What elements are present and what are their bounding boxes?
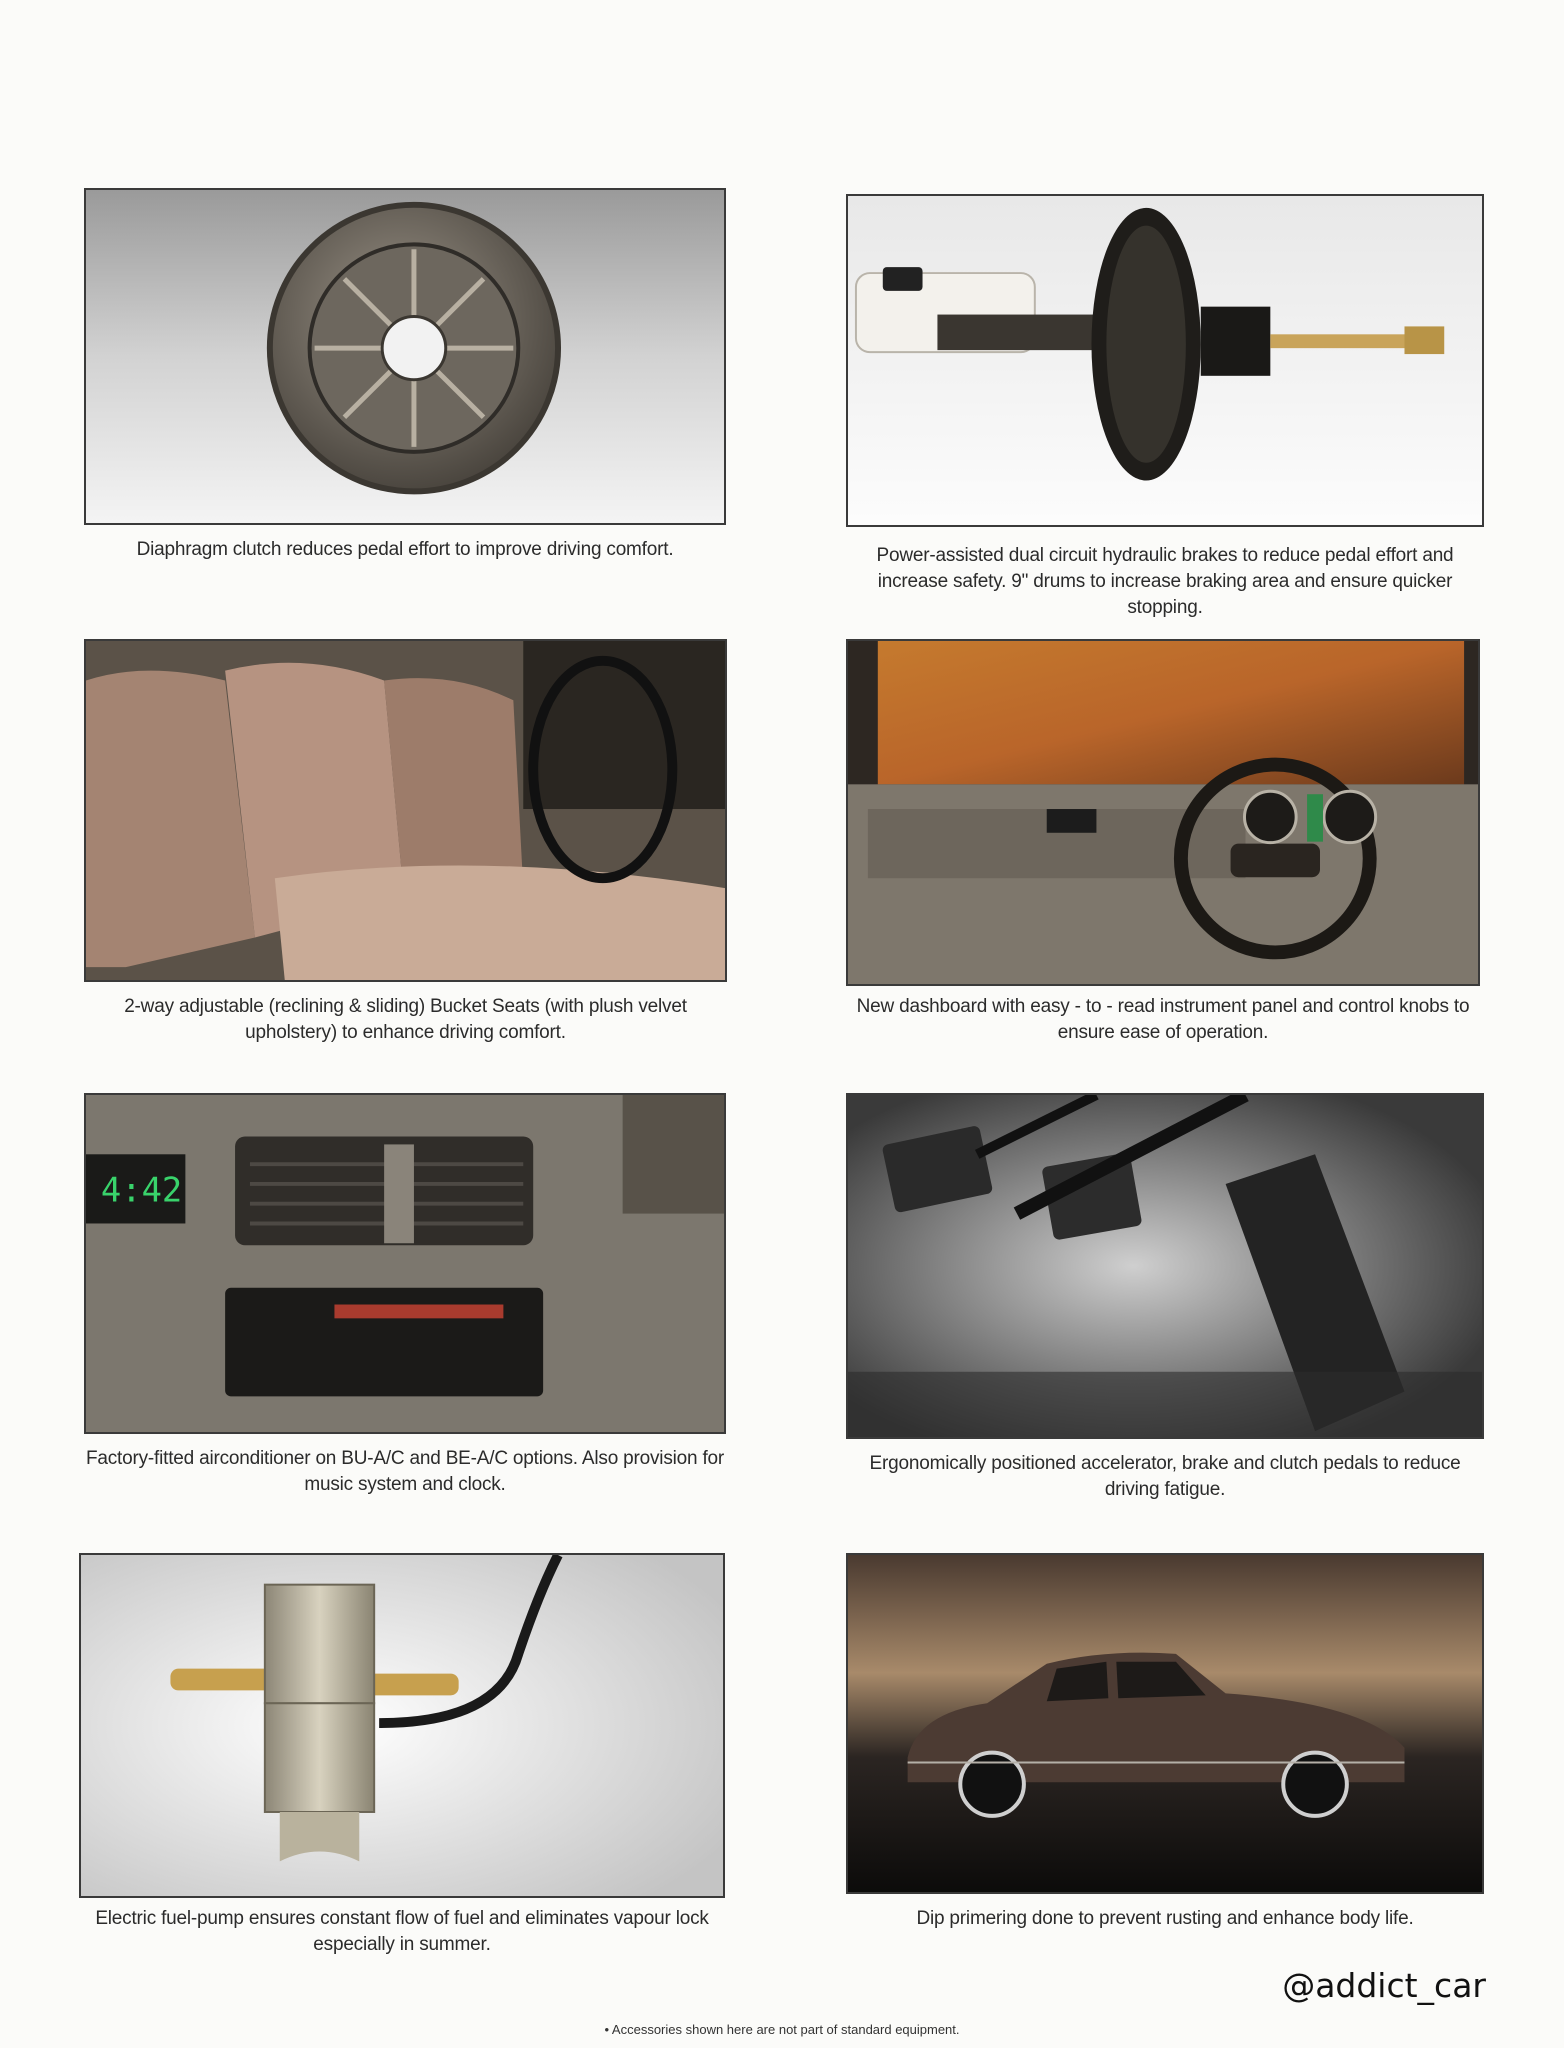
photo-airconditioner [84,1093,726,1434]
photo-car [846,1553,1484,1894]
photo-diaphragm-clutch [84,188,726,525]
caption-clutch: Diaphragm clutch reduces pedal effort to improve driving comfort. [136,539,674,560]
photo-bucket-seats [84,639,727,982]
caption-fuelpump: Electric fuel-pump ensures constant flow of fuel and eliminates vapour lock especially in summer. [95,1908,709,1955]
photo-dashboard [846,639,1480,986]
photo-brake-booster [846,194,1484,527]
photo-fuel-pump [79,1553,725,1898]
clock-display: 4:42 [100,1170,183,1210]
photo-pedals [846,1093,1484,1439]
caption-dashboard: New dashboard with easy - to - read instrument panel and control knobs to ensure ease of operation. [856,996,1470,1043]
caption-seats: 2-way adjustable (reclining & sliding) Bucket Seats (with plush velvet upholstery) to enhance driving comfort. [124,996,687,1043]
caption-aircon: Factory-fitted airconditioner on BU-A/C and BE-A/C options. Also provision for music system and clock. [85,1448,725,1495]
watermark: @addict_car [1282,1966,1486,2005]
caption-primering: Dip primering done to prevent rusting and enhance body life. [916,1908,1414,1929]
caption-brakes: Power-assisted dual circuit hydraulic brakes to reduce pedal effort and increase safety. 9" drums to increase braking area and ensure quicker stopping. [876,545,1454,618]
footnote: • Accessories shown here are not part of standard equipment. [604,2022,960,2037]
caption-pedals: Ergonomically positioned accelerator, brake and clutch pedals to reduce driving fatigue. [869,1453,1461,1500]
